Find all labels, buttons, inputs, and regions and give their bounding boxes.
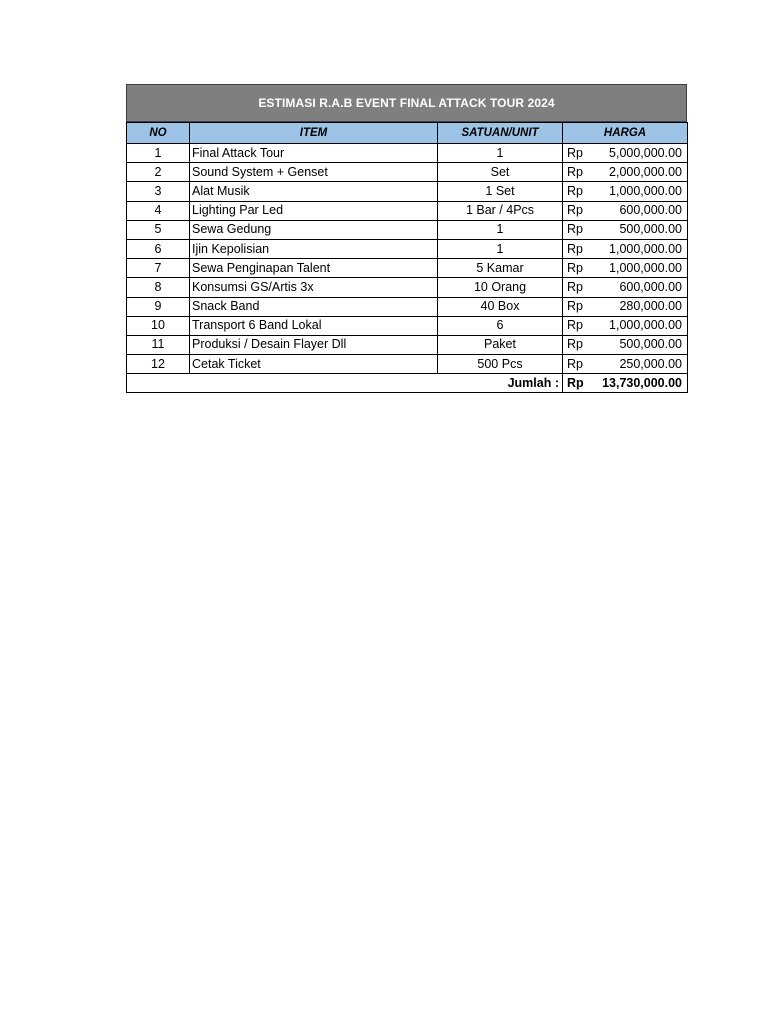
cell-amount: 500,000.00 — [593, 335, 688, 354]
total-row — [127, 374, 688, 393]
cell-no: 12 — [127, 355, 190, 374]
table-body — [127, 144, 688, 374]
cell-item: Ijin Kepolisian — [190, 239, 438, 258]
cell-item: Lighting Par Led — [190, 201, 438, 220]
cell-item: Cetak Ticket — [190, 355, 438, 374]
table-row — [127, 297, 688, 316]
table-row — [127, 335, 688, 354]
cell-amount: 5,000,000.00 — [593, 144, 688, 163]
cell-no: 9 — [127, 297, 190, 316]
table-row — [127, 201, 688, 220]
cell-item: Sewa Gedung — [190, 220, 438, 239]
cell-amount: 1,000,000.00 — [593, 259, 688, 278]
cell-unit: 1 — [438, 144, 563, 163]
cell-currency: Rp — [563, 278, 593, 297]
cell-currency: Rp — [563, 182, 593, 201]
cell-unit: 500 Pcs — [438, 355, 563, 374]
cell-amount: 600,000.00 — [593, 201, 688, 220]
cell-no: 6 — [127, 239, 190, 258]
cell-unit: 40 Box — [438, 297, 563, 316]
cell-item: Final Attack Tour — [190, 144, 438, 163]
cell-item: Snack Band — [190, 297, 438, 316]
cell-unit: Set — [438, 163, 563, 182]
cell-currency: Rp — [563, 144, 593, 163]
header-price: HARGA — [563, 123, 688, 144]
cell-no: 5 — [127, 220, 190, 239]
cell-currency: Rp — [563, 239, 593, 258]
cell-item: Sewa Penginapan Talent — [190, 259, 438, 278]
cell-unit: 1 Bar / 4Pcs — [438, 201, 563, 220]
cell-currency: Rp — [563, 297, 593, 316]
cell-no: 7 — [127, 259, 190, 278]
cell-unit: 1 — [438, 220, 563, 239]
cell-item: Sound System + Genset — [190, 163, 438, 182]
budget-table — [126, 122, 688, 393]
cell-currency: Rp — [563, 201, 593, 220]
cell-item: Konsumsi GS/Artis 3x — [190, 278, 438, 297]
cell-currency: Rp — [563, 163, 593, 182]
cell-unit: 10 Orang — [438, 278, 563, 297]
total-amount: 13,730,000.00 — [593, 374, 688, 393]
table-row — [127, 259, 688, 278]
table-row — [127, 278, 688, 297]
header-item: ITEM — [190, 123, 438, 144]
table-header-row — [127, 123, 688, 144]
cell-amount: 1,000,000.00 — [593, 316, 688, 335]
sheet-title: ESTIMASI R.A.B EVENT FINAL ATTACK TOUR 2024 — [126, 84, 687, 122]
cell-unit: 1 Set — [438, 182, 563, 201]
cell-no: 1 — [127, 144, 190, 163]
table-row — [127, 182, 688, 201]
cell-currency: Rp — [563, 220, 593, 239]
cell-no: 4 — [127, 201, 190, 220]
header-unit: SATUAN/UNIT — [438, 123, 563, 144]
header-no: NO — [127, 123, 190, 144]
cell-amount: 500,000.00 — [593, 220, 688, 239]
cell-no: 3 — [127, 182, 190, 201]
cell-item: Alat Musik — [190, 182, 438, 201]
table-row — [127, 316, 688, 335]
cell-unit: 6 — [438, 316, 563, 335]
cell-amount: 1,000,000.00 — [593, 182, 688, 201]
cell-amount: 250,000.00 — [593, 355, 688, 374]
cell-currency: Rp — [563, 335, 593, 354]
total-label: Jumlah : — [127, 374, 563, 393]
cell-no: 2 — [127, 163, 190, 182]
cell-amount: 1,000,000.00 — [593, 239, 688, 258]
cell-currency: Rp — [563, 355, 593, 374]
table-row — [127, 220, 688, 239]
cell-unit: Paket — [438, 335, 563, 354]
cell-currency: Rp — [563, 316, 593, 335]
cell-amount: 600,000.00 — [593, 278, 688, 297]
cell-amount: 280,000.00 — [593, 297, 688, 316]
cell-currency: Rp — [563, 259, 593, 278]
cell-no: 11 — [127, 335, 190, 354]
table-row — [127, 144, 688, 163]
cell-no: 10 — [127, 316, 190, 335]
total-currency: Rp — [563, 374, 593, 393]
cell-item: Transport 6 Band Lokal — [190, 316, 438, 335]
cell-unit: 5 Kamar — [438, 259, 563, 278]
table-row — [127, 355, 688, 374]
table-row — [127, 239, 688, 258]
table-row — [127, 163, 688, 182]
cell-unit: 1 — [438, 239, 563, 258]
cell-no: 8 — [127, 278, 190, 297]
cell-item: Produksi / Desain Flayer Dll — [190, 335, 438, 354]
cell-amount: 2,000,000.00 — [593, 163, 688, 182]
budget-sheet — [126, 84, 687, 393]
